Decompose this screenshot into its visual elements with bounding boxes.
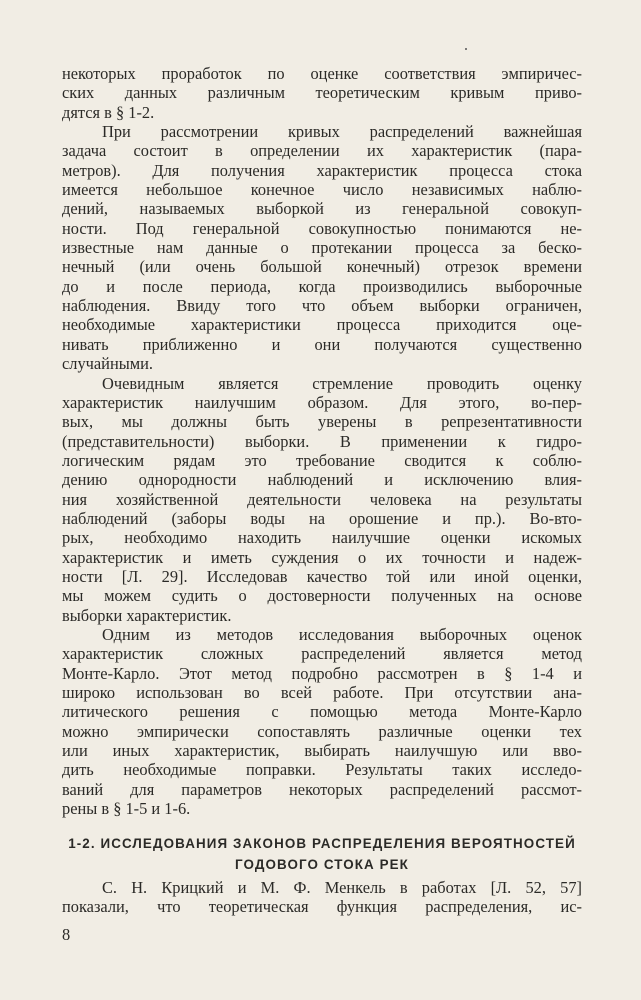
section-heading-line-1: 1-2. ИССЛЕДОВАНИЯ ЗАКОНОВ РАСПРЕДЕЛЕНИЯ ВЕРОЯТНОСТЕЙ [68, 836, 576, 851]
print-speck [465, 48, 467, 50]
section-heading-line-2: ГОДОВОГО СТОКА РЕК [235, 857, 409, 872]
text-line: ваний для параметров некоторых распределений рассмот- [62, 779, 582, 799]
text-line: характеристик наилучшим образом. Для этого, во-пер- [62, 392, 582, 412]
text-line: (представительности) выборки. В применении к гидро- [62, 431, 582, 451]
text-line: дятся в § 1-2. [62, 102, 155, 122]
text-line: нивать приближенно и они получаются существенно [62, 334, 582, 354]
text-line: Монте-Карло. Этот метод подробно рассмотрен в § 1-4 и [62, 663, 582, 683]
text-line: наблюдений (заборы воды на орошение и пр.). Во-вто- [62, 508, 582, 528]
text-line: С. Н. Крицкий и М. Ф. Менкель в работах [Л. 52, 57] [102, 878, 582, 897]
text-line: При рассмотрении кривых распределений важнейшая [102, 122, 582, 142]
text-line: рых, необходимо находить наилучшие оценки искомых [62, 528, 582, 548]
text-line: рены в § 1-5 и 1-6. [62, 799, 191, 819]
text-line: логическим рядам это требование сводится к соблю- [62, 450, 582, 470]
text-line: показали, что теоретическая функция распределения, ис- [62, 897, 582, 917]
text-line: известные нам данные о протекании процесса за беско- [62, 238, 582, 258]
section-text [62, 878, 582, 917]
text-line: случайными. [62, 354, 153, 374]
text-line: ния хозяйственной деятельности человека на результаты [62, 489, 582, 509]
text-line: или иных характеристик, выбирать наилучшую или вво- [62, 741, 582, 761]
text-line: характеристик и иметь суждения о их точности и надеж- [62, 547, 582, 567]
text-line: выборки характеристик. [62, 605, 232, 625]
page-number: 8 [62, 925, 71, 944]
text-line: широко использован во всей работе. При отсутствии ана- [62, 683, 582, 702]
text-line: ности. Под генеральной совокупностью понимаются не- [62, 218, 582, 238]
text-line: дить необходимые поправки. Результаты таких исследо- [62, 760, 582, 780]
text-line: необходимые характеристики процесса приходится оце- [62, 315, 582, 335]
text-line: мы можем судить о достоверности полученных на основе [62, 586, 582, 606]
text-line: нечный (или очень большой конечный) отрезок времени [62, 257, 582, 277]
text-line: ности [Л. 29]. Исследовав качество той или иной оценки, [62, 566, 582, 586]
text-line: Очевидным является стремление проводить оценку [102, 373, 582, 393]
text-line: Одним из методов исследования выборочных оценок [102, 624, 582, 644]
text-line: дений, называемых выборкой из генеральной совокуп- [62, 199, 582, 219]
text-line: задача состоит в определении их характеристик (пара- [62, 141, 582, 161]
text-line: литического решения с помощью метода Монте-Карло [62, 702, 582, 722]
text-line: ских данных различным теоретическим кривым приво- [62, 83, 582, 103]
text-line: можно эмпирически сопоставлять различные оценки тех [62, 721, 582, 741]
text-line: имеется небольшое конечное число независимых наблю- [62, 180, 582, 200]
text-line: вых, мы должны быть уверены в репрезентативности [62, 412, 582, 432]
text-line: характеристик сложных распределений является метод [62, 644, 582, 664]
text-line: дению однородности наблюдений и исключению влия- [62, 470, 582, 490]
text-line: метров). Для получения характеристик процесса стока [62, 160, 582, 180]
text-line: наблюдения. Ввиду того что объем выборки ограничен, [62, 296, 582, 316]
text-line: до и после периода, когда производились выборочные [62, 276, 582, 296]
section-heading [62, 833, 582, 875]
body-text [62, 64, 582, 818]
text-line: некоторых проработок по оценке соответствия эмпиричес- [62, 64, 582, 83]
